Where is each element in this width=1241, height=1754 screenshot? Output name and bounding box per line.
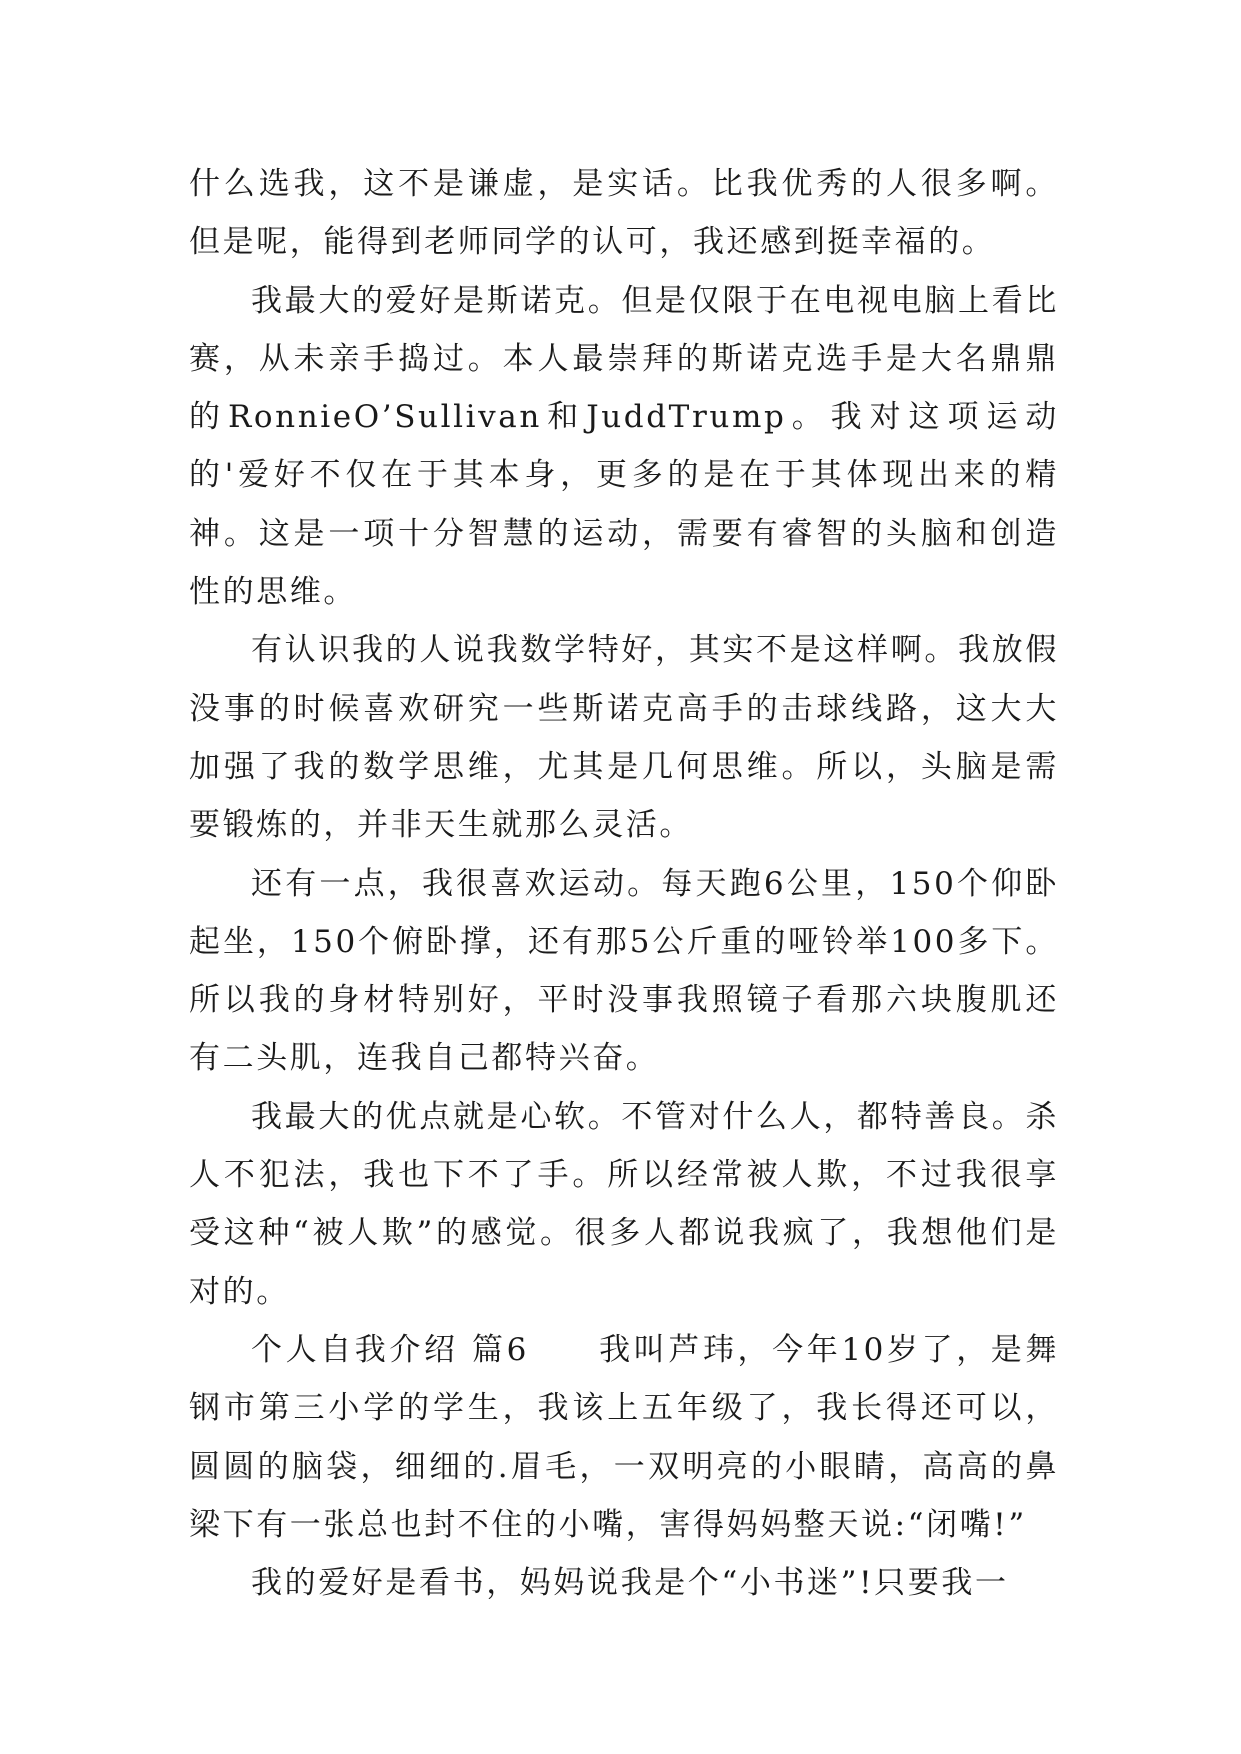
document-body xyxy=(189,155,1059,1612)
paragraph-exercise: 还有一点，我很喜欢运动。每天跑6公里，150个仰卧起坐，150个俯卧撑，还有那5公斤重的哑铃举100多下。所以我的身材特别好，平时没事我照镜子看那六块腹肌还有二头肌，连我自己都特兴奋。 xyxy=(189,865,1059,1077)
paragraph-kindness: 我最大的优点就是心软。不管对什么人，都特善良。杀人不犯法，我也下不了手。所以经常被人欺，不过我很享受这种“被人欺”的感觉。很多人都说我疯了，我想他们是对的。 xyxy=(189,1098,1059,1310)
paragraph-section-6: 个人自我介绍 篇6 我叫芦玮，今年10岁了，是舞钢市第三小学的学生，我该上五年级了，我长得还可以，圆圆的脑袋，细细的.眉毛，一双明亮的小眼睛，高高的鼻梁下有一张总也封不住的小嘴，害得妈妈整天说:“闭嘴!” xyxy=(189,1331,1059,1543)
paragraph-continuation: 什么选我，这不是谦虚，是实话。比我优秀的人很多啊。但是呢，能得到老师同学的认可，我还感到挺幸福的。 xyxy=(189,166,1059,261)
paragraph-reading: 我的爱好是看书，妈妈说我是个“小书迷”!只要我一 xyxy=(251,1565,1009,1602)
paragraph-snooker-hobby: 我最大的爱好是斯诺克。但是仅限于在电视电脑上看比赛，从未亲手捣过。本人最崇拜的斯诺克选手是大名鼎鼎的RonnieO’Sullivan和JuddTrump。我对这项运动的'爱好不仅在于其本身，更多的是在于其体现出来的精神。这是一项十分智慧的运动，需要有睿智的头脑和创造性的思维。 xyxy=(189,282,1059,611)
paragraph-math: 有认识我的人说我数学特好，其实不是这样啊。我放假没事的时候喜欢研究一些斯诺克高手的击球线路，这大大加强了我的数学思维，尤其是几何思维。所以，头脑是需要锻炼的，并非天生就那么灵活。 xyxy=(189,632,1059,844)
